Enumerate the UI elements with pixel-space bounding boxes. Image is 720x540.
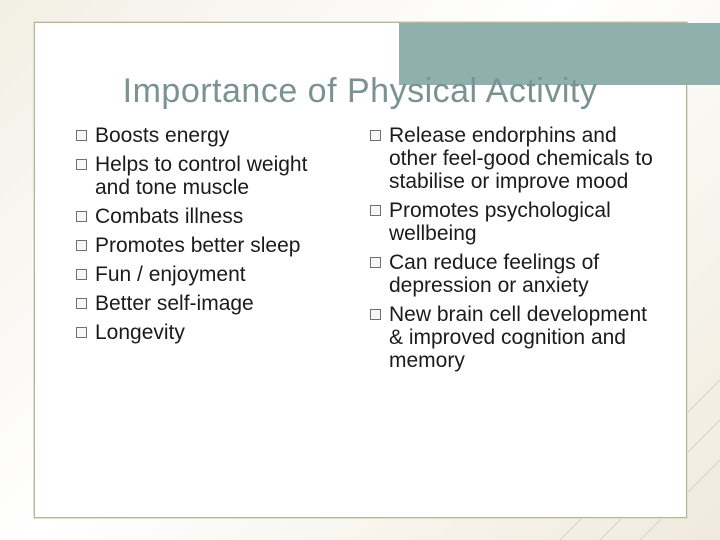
- bullet-item: [369, 303, 659, 372]
- checkbox-bullet-icon: [76, 211, 87, 222]
- checkbox-bullet-icon: [370, 205, 381, 216]
- bullet-item: [75, 153, 315, 199]
- bullet-item: [75, 205, 315, 228]
- bullet-item: [369, 124, 659, 193]
- bullet-text: Promotes better sleep: [95, 234, 301, 257]
- bullet-text: Longevity: [95, 321, 185, 344]
- bullet-text: New brain cell development & improved cognition and memory: [389, 303, 647, 372]
- checkbox-bullet-icon: [76, 130, 87, 141]
- bullet-item: [75, 124, 315, 147]
- bullet-item: [75, 292, 315, 315]
- bullet-text: Can reduce feelings of depression or anxiety: [389, 251, 600, 297]
- bullet-item: [75, 234, 315, 257]
- checkbox-bullet-icon: [76, 298, 87, 309]
- right-bullet-list: [369, 124, 659, 378]
- checkbox-bullet-icon: [76, 159, 87, 170]
- bullet-text: Combats illness: [95, 205, 244, 228]
- checkbox-bullet-icon: [370, 130, 381, 141]
- bullet-item: [75, 263, 315, 286]
- slide-title: Importance of Physical Activity: [122, 72, 598, 110]
- bullet-item: [369, 251, 659, 297]
- checkbox-bullet-icon: [370, 257, 381, 268]
- bullet-text: Release endorphins and other feel-good chemicals to stabilise or improve mood: [389, 124, 653, 193]
- checkbox-bullet-icon: [76, 327, 87, 338]
- bullet-item: [369, 199, 659, 245]
- checkbox-bullet-icon: [76, 240, 87, 251]
- bullet-text: Better self-image: [95, 292, 254, 315]
- bullet-item: [75, 321, 315, 344]
- bullet-text: Promotes psychological wellbeing: [389, 199, 611, 245]
- left-bullet-list: [75, 124, 315, 350]
- bullet-text: Fun / enjoyment: [95, 263, 246, 286]
- bullet-text: Helps to control weight and tone muscle: [95, 153, 308, 199]
- bullet-text: Boosts energy: [95, 124, 230, 147]
- checkbox-bullet-icon: [76, 269, 87, 280]
- checkbox-bullet-icon: [370, 309, 381, 320]
